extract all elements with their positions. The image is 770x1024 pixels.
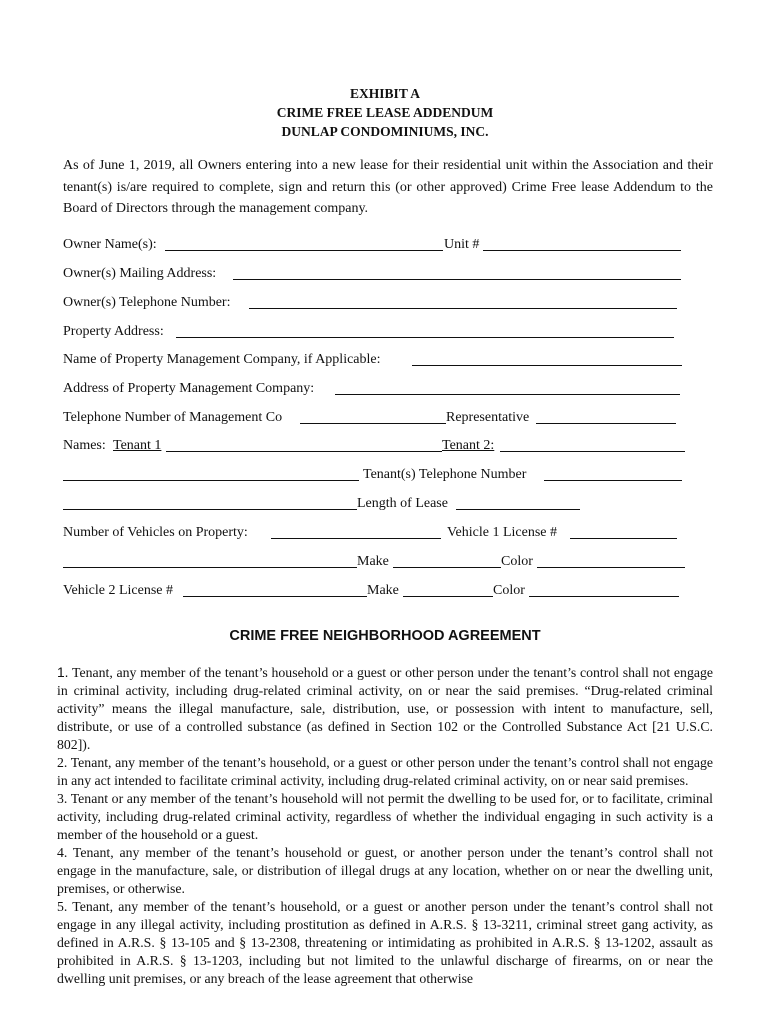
unit-field[interactable]	[483, 250, 681, 251]
mgmt-company-field[interactable]	[412, 365, 682, 366]
document-title: CRIME FREE LEASE ADDENDUM	[276, 105, 494, 120]
clause-text: Tenant, any member of the tenant’s household, or a guest or other person under the tenant’s control shall not engage in any act intended to facilitate criminal activity, including drug-related criminal activity, on or near said premises.	[57, 755, 713, 788]
mgmt-phone-field[interactable]	[300, 423, 446, 424]
clause-text: Tenant or any member of the tenant’s household will not permit the dwelling to be used for, or to facilitate, criminal activity, including drug-related criminal activity, regardless of whether the individual engaging in such activity is a member of the household or a guest.	[57, 791, 713, 842]
exhibit-label: EXHIBIT A	[350, 86, 420, 101]
mgmt-company-row	[63, 350, 685, 370]
agreement-clauses	[57, 664, 713, 988]
tenant-phone-field[interactable]	[544, 480, 682, 481]
vehicle2-field[interactable]	[183, 596, 367, 597]
mailing-address-row	[63, 264, 685, 284]
clause-text: Tenant, any member of the tenant’s household or a guest or other person under the tenant’s control shall not engage in criminal activity, including drug-related criminal activity, on or near the said premises. “Drug-related criminal activity” means the illegal manufacture, sale, distribution, use, or possession with intent to manufacture, sell, distribute, or use of a controlled substance (as defined in Section 102 or the Controlled Substance Act [21 U.S.C. 802]).	[57, 665, 713, 752]
tenant-names-row	[63, 436, 687, 456]
tenant2-label: Tenant 2:	[442, 438, 495, 453]
property-address-label: Property Address:	[63, 324, 164, 339]
vehicle1-extra-field[interactable]	[63, 567, 357, 568]
vehicles-label: Number of Vehicles on Property:	[63, 525, 248, 540]
clause-number: 4.	[57, 845, 68, 860]
clause-number: 1.	[57, 665, 69, 680]
agreement-title: CRIME FREE NEIGHBORHOOD AGREEMENT	[229, 628, 541, 644]
mgmt-address-field[interactable]	[335, 394, 680, 395]
lease-extra-field[interactable]	[63, 509, 357, 510]
mgmt-phone-row	[63, 408, 685, 428]
vehicle2-make-field[interactable]	[403, 596, 493, 597]
clause-number: 3.	[57, 791, 68, 806]
clause-3	[57, 790, 713, 844]
representative-field[interactable]	[536, 423, 676, 424]
clause-number: 5.	[57, 899, 68, 914]
mgmt-phone-label: Telephone Number of Management Co	[63, 410, 283, 425]
mgmt-address-row	[63, 379, 685, 399]
vehicle1-make-label: Make	[357, 554, 389, 569]
vehicles-row	[63, 523, 685, 543]
clause-4	[57, 844, 713, 898]
vehicle2-color-field[interactable]	[529, 596, 679, 597]
owner-phone-row	[63, 293, 685, 313]
vehicle2-label: Vehicle 2 License #	[63, 583, 174, 598]
vehicle2-color-label: Color	[493, 583, 525, 598]
property-address-row	[63, 322, 685, 342]
vehicle2-make-label: Make	[367, 583, 399, 598]
clause-1	[57, 664, 713, 754]
clause-number: 2.	[57, 755, 68, 770]
vehicle1-field[interactable]	[570, 538, 677, 539]
lease-length-field[interactable]	[456, 509, 580, 510]
clause-5	[57, 898, 713, 988]
unit-label: Unit #	[444, 237, 480, 252]
tenant1-field[interactable]	[166, 451, 442, 452]
mailing-address-label: Owner(s) Mailing Address:	[63, 266, 217, 281]
vehicle1-color-label: Color	[501, 554, 533, 569]
mgmt-company-label: Name of Property Management Company, if Applicable:	[63, 352, 381, 367]
tenant-phone-label: Tenant(s) Telephone Number	[363, 467, 527, 482]
intro-paragraph: As of June 1, 2019, all Owners entering into a new lease for their residential unit within the Association and their tenant(s) is/are required to complete, sign and return this (or other approved) Crime Free lease Addendum to the Board of Directors through the management company.	[63, 158, 713, 216]
vehicle1-make-field[interactable]	[393, 567, 501, 568]
mgmt-address-label: Address of Property Management Company:	[63, 381, 315, 396]
clause-text: Tenant, any member of the tenant’s household, or a guest or another person under the tenant’s control shall not engage in any illegal activity, including prostitution as defined in A.R.S. § 13-3211, criminal street gang activity, as defined in A.R.S. § 13-105 and § 13-2308, threatening or intimidating as prohibited in A.R.S. § 13-1202, assault as prohibited in A.R.S. § 13-1203, including but not limited to the unlawful discharge of firearms, on or near the dwelling unit premises, or any breach of the lease agreement that otherwise	[57, 899, 713, 986]
owner-name-row	[63, 235, 685, 255]
mailing-address-field[interactable]	[233, 279, 681, 280]
tenant-phone-row	[63, 465, 685, 485]
representative-label: Representative	[446, 410, 530, 425]
vehicle2-row	[63, 581, 685, 601]
vehicle1-details-row	[63, 552, 687, 572]
tenant2-field[interactable]	[500, 451, 685, 452]
lease-length-label: Length of Lease	[357, 496, 448, 511]
tenant-name-extra-field[interactable]	[63, 480, 359, 481]
property-address-field[interactable]	[176, 337, 674, 338]
association-name: DUNLAP CONDOMINIUMS, INC.	[281, 124, 489, 139]
owner-name-field[interactable]	[165, 250, 443, 251]
owner-name-label: Owner Name(s):	[63, 237, 157, 252]
tenant1-label: Tenant 1	[113, 438, 162, 453]
lease-length-row	[63, 494, 685, 514]
vehicles-field[interactable]	[271, 538, 441, 539]
owner-phone-field[interactable]	[249, 308, 677, 309]
names-label: Names:	[63, 438, 106, 453]
clause-2	[57, 754, 713, 790]
clause-text: Tenant, any member of the tenant’s household or guest, or another person under the tenant’s control shall not engage in the manufacture, sale, or distribution of illegal drugs at any location, whether on or near the dwelling unit, premises, or otherwise.	[57, 845, 713, 896]
owner-phone-label: Owner(s) Telephone Number:	[63, 295, 231, 310]
vehicle1-label: Vehicle 1 License #	[447, 525, 558, 540]
vehicle1-color-field[interactable]	[537, 567, 685, 568]
